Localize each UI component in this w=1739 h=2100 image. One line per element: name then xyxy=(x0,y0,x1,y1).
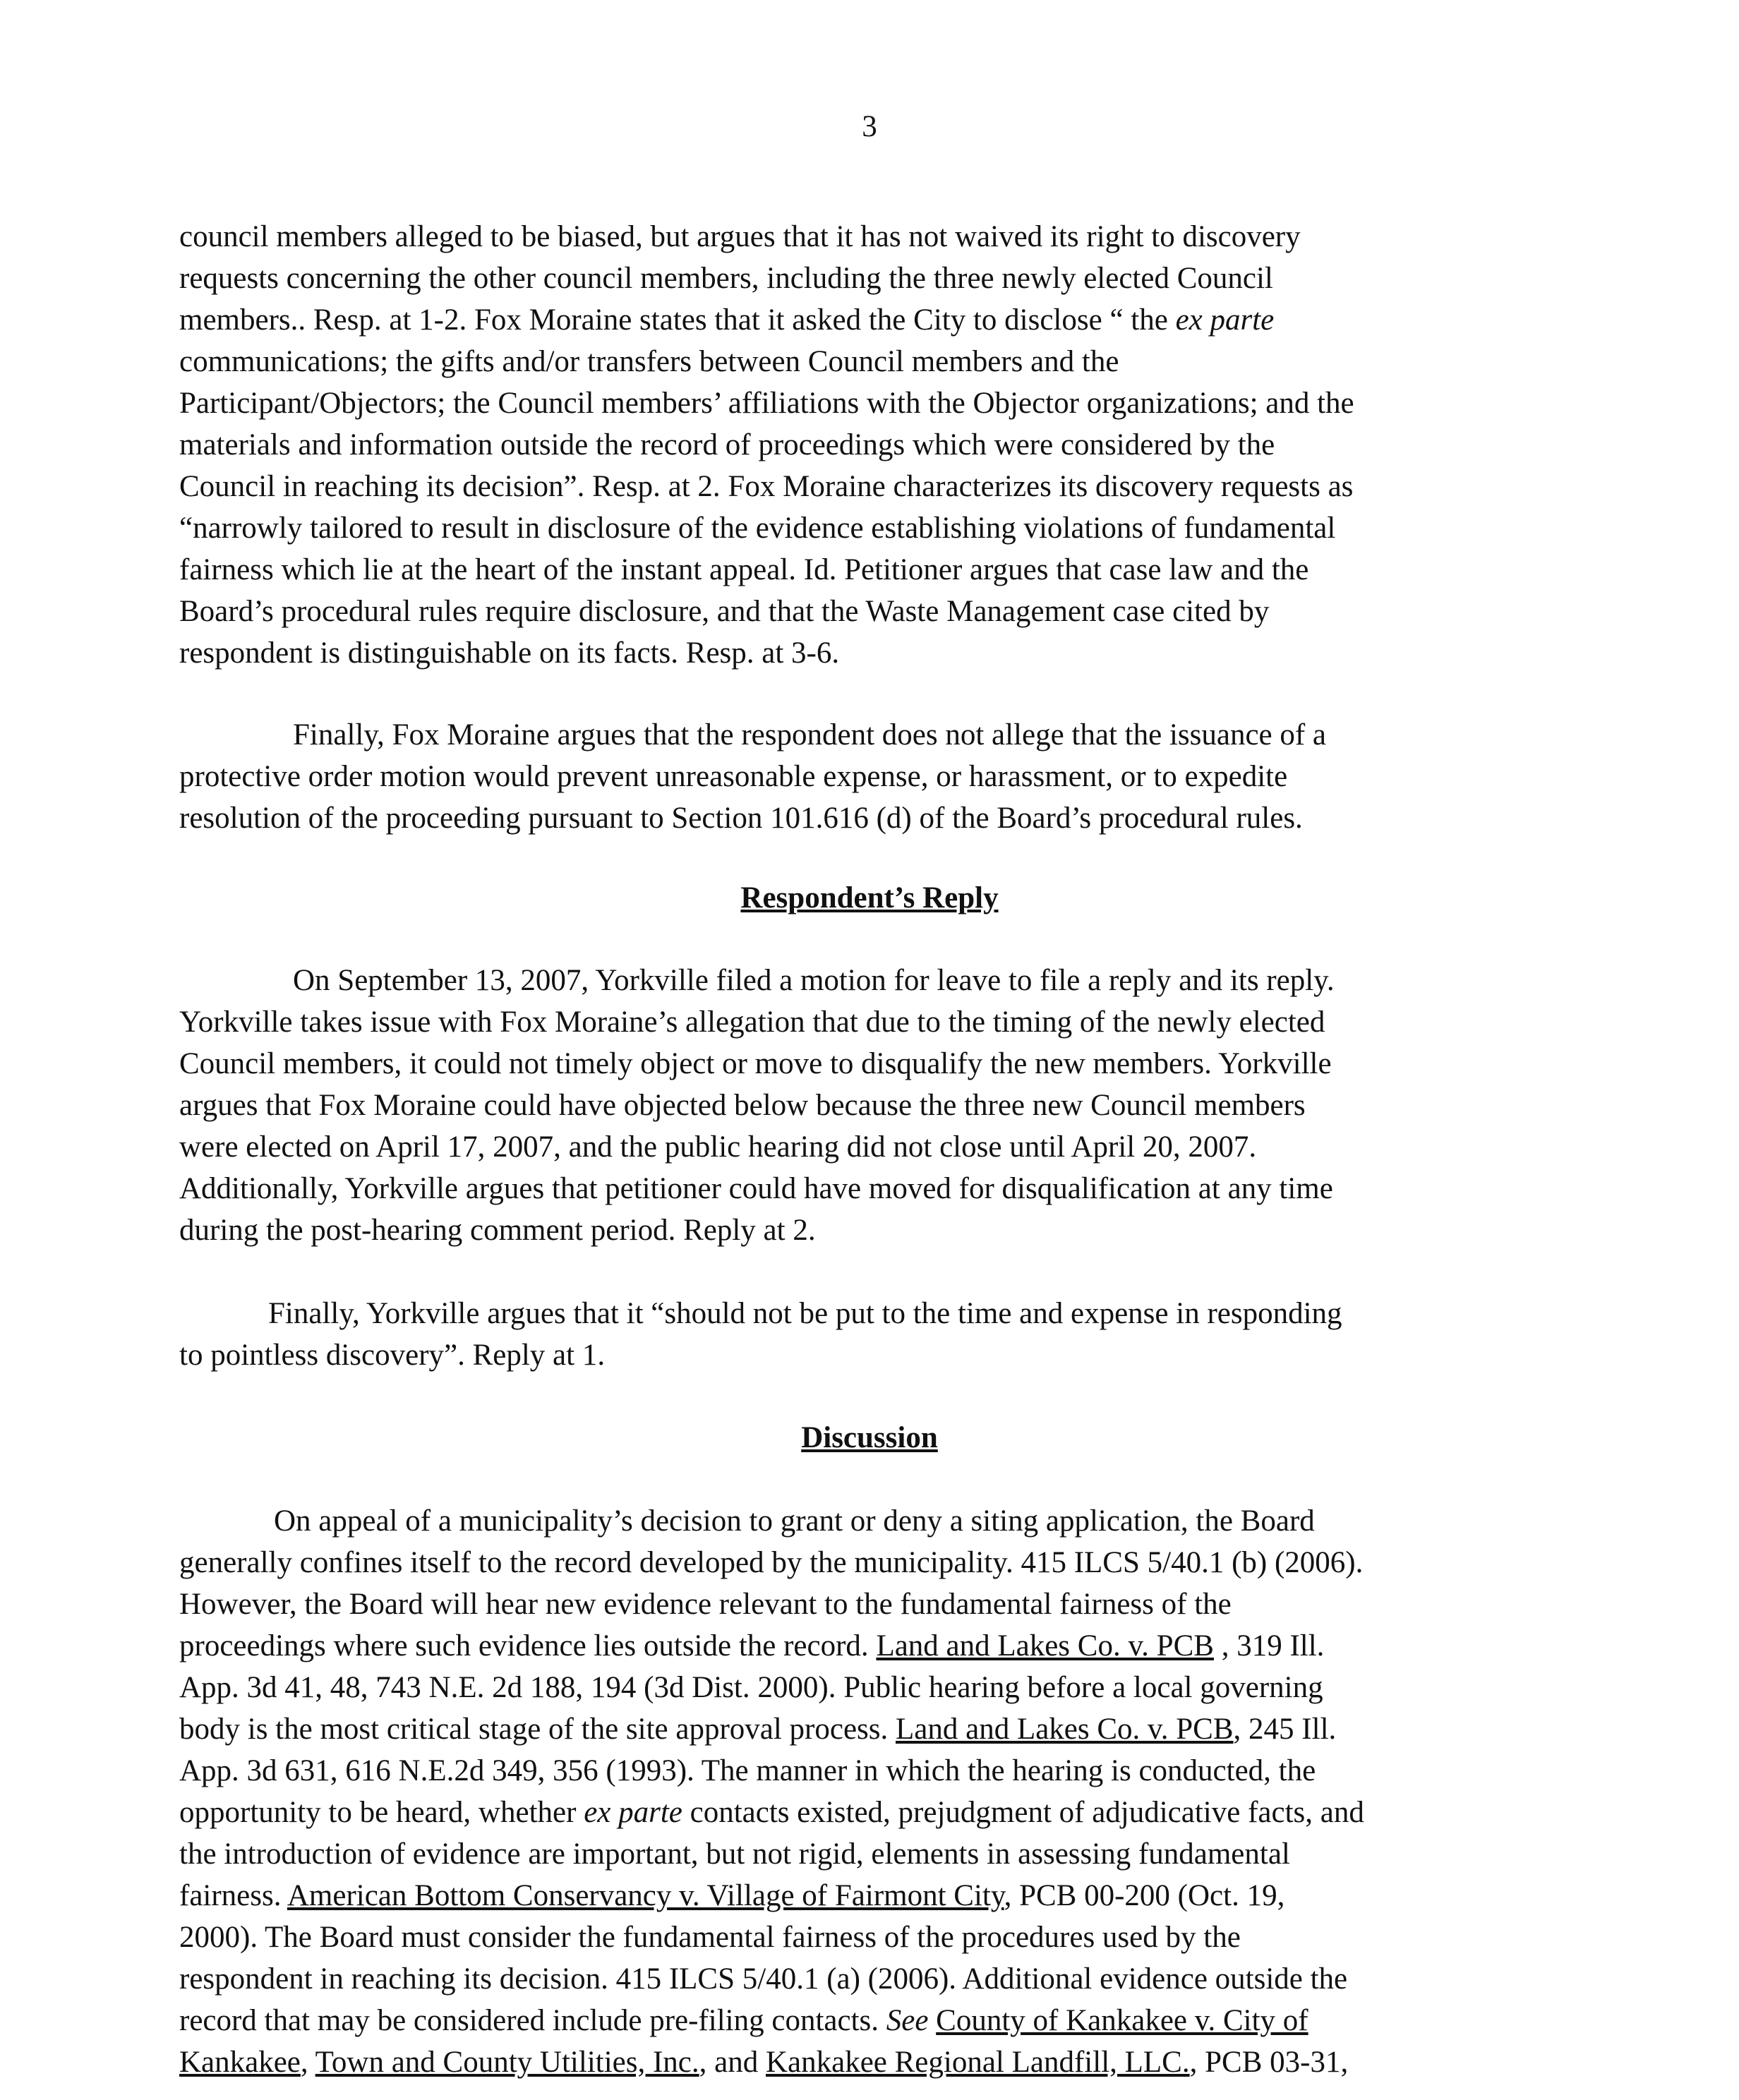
text-line: “narrowly tailored to result in disclosure of the evidence establishing violations of fundamental xyxy=(179,512,1336,545)
case-citation: Land and Lakes Co. v. PCB xyxy=(896,1713,1234,1746)
text-line: opportunity to be heard, whether ex parte contacts existed, prejudgment of adjudicative facts, and xyxy=(179,1796,1364,1829)
text-line: Finally, Yorkville argues that it “should not be put to the time and expense in responding xyxy=(268,1297,1342,1330)
heading-respondents-reply: Respondent’s Reply xyxy=(740,881,999,915)
paragraph-fox-moraine-argument xyxy=(179,216,1591,674)
case-citation: American Bottom Conservancy v. Village of Fairmont City xyxy=(287,1879,1004,1912)
case-citation: Kankakee Regional Landfill, LLC. xyxy=(765,2046,1190,2079)
text-line: On September 13, 2007, Yorkville filed a motion for leave to file a reply and its reply. xyxy=(293,964,1335,997)
text-line: However, the Board will hear new evidence relevant to the fundamental fairness of the xyxy=(179,1588,1232,1621)
text-line: materials and information outside the record of proceedings which were considered by the xyxy=(179,428,1275,461)
text-line: protective order motion would prevent unreasonable expense, or harassment, or to expedite xyxy=(179,760,1288,793)
text-line: the introduction of evidence are important, but not rigid, elements in assessing fundamental xyxy=(179,1838,1290,1871)
text-line: respondent in reaching its decision. 415 ILCS 5/40.1 (a) (2006). Additional evidence outside the xyxy=(179,1962,1348,1996)
paragraph-discussion xyxy=(179,1500,1591,2083)
text-line: respondent is distinguishable on its facts. Resp. at 3-6. xyxy=(179,636,840,670)
text-line: council members alleged to be biased, but argues that it has not waived its right to discovery xyxy=(179,220,1301,253)
text-line: Council members, it could not timely object or move to disqualify the new members. Yorkville xyxy=(179,1047,1332,1080)
page-number: 3 xyxy=(862,110,877,143)
text-line: requests concerning the other council members, including the three newly elected Council xyxy=(179,262,1273,295)
text-line: were elected on April 17, 2007, and the public hearing did not close until April 20, 2007. xyxy=(179,1130,1257,1164)
text-line: Board’s procedural rules require disclosure, and that the Waste Management case cited by xyxy=(179,595,1270,628)
text-line: On appeal of a municipality’s decision to grant or deny a siting application, the Board xyxy=(274,1504,1315,1538)
case-citation: Kankakee xyxy=(179,2046,301,2079)
text-line: Participant/Objectors; the Council members’ affiliations with the Objector organizations; and the xyxy=(179,387,1354,420)
text-line: record that may be considered include pre-filing contacts. See County of Kankakee v. City of xyxy=(179,2004,1308,2037)
text-line: 2000). The Board must consider the fundamental fairness of the procedures used by the xyxy=(179,1921,1241,1954)
text-line: Finally, Fox Moraine argues that the respondent does not allege that the issuance of a xyxy=(293,718,1327,752)
ex-parte-italic: ex parte xyxy=(584,1796,682,1829)
case-citation: County of Kankakee v. City of xyxy=(936,2004,1308,2037)
text-line: members.. Resp. at 1-2. Fox Moraine states that it asked the City to disclose “ the ex parte xyxy=(179,303,1275,337)
see-signal: See xyxy=(886,2004,929,2037)
text-line: App. 3d 41, 48, 743 N.E. 2d 188, 194 (3d Dist. 2000). Public hearing before a local governing xyxy=(179,1671,1323,1704)
text-line: during the post-hearing comment period. Reply at 2. xyxy=(179,1214,816,1247)
ex-parte-italic: ex parte xyxy=(1175,303,1275,337)
heading-discussion: Discussion xyxy=(801,1421,938,1454)
paragraph-yorkville-reply xyxy=(179,960,1591,1251)
text-line: generally confines itself to the record developed by the municipality. 415 ILCS 5/40.1 (b) (2006). xyxy=(179,1546,1364,1579)
text-line: communications; the gifts and/or transfers between Council members and the xyxy=(179,345,1119,378)
text-line: Yorkville takes issue with Fox Moraine’s allegation that due to the timing of the newly elected xyxy=(179,1006,1325,1039)
paragraph-pointless-discovery xyxy=(179,1293,1591,1376)
text-line: Council in reaching its decision”. Resp. at 2. Fox Moraine characterizes its discovery requests as xyxy=(179,470,1354,503)
case-citation: Land and Lakes Co. v. PCB xyxy=(876,1629,1214,1662)
case-citation: Town and County Utilities, Inc. xyxy=(315,2046,699,2079)
text-line: App. 3d 631, 616 N.E.2d 349, 356 (1993). The manner in which the hearing is conducted, the xyxy=(179,1754,1316,1787)
text-line: proceedings where such evidence lies outside the record. Land and Lakes Co. v. PCB , 319 Ill. xyxy=(179,1629,1325,1662)
text-line: fairness which lie at the heart of the instant appeal. Id. Petitioner argues that case law and the xyxy=(179,553,1309,586)
text-line: Kankakee, Town and County Utilities, Inc., and Kankakee Regional Landfill, LLC., PCB 03-31, xyxy=(179,2046,1349,2079)
text-line: fairness. American Bottom Conservancy v. Village of Fairmont City, PCB 00-200 (Oct. 19, xyxy=(179,1879,1285,1912)
text-line: argues that Fox Moraine could have objected below because the three new Council members xyxy=(179,1089,1306,1122)
text-line: to pointless discovery”. Reply at 1. xyxy=(179,1339,606,1372)
text-line: body is the most critical stage of the site approval process. Land and Lakes Co. v. PCB, 245 Ill. xyxy=(179,1713,1337,1746)
paragraph-protective-order xyxy=(179,714,1591,839)
text-line: resolution of the proceeding pursuant to Section 101.616 (d) of the Board’s procedural rules. xyxy=(179,802,1303,835)
text-line: Additionally, Yorkville argues that petitioner could have moved for disqualification at any time xyxy=(179,1172,1333,1205)
